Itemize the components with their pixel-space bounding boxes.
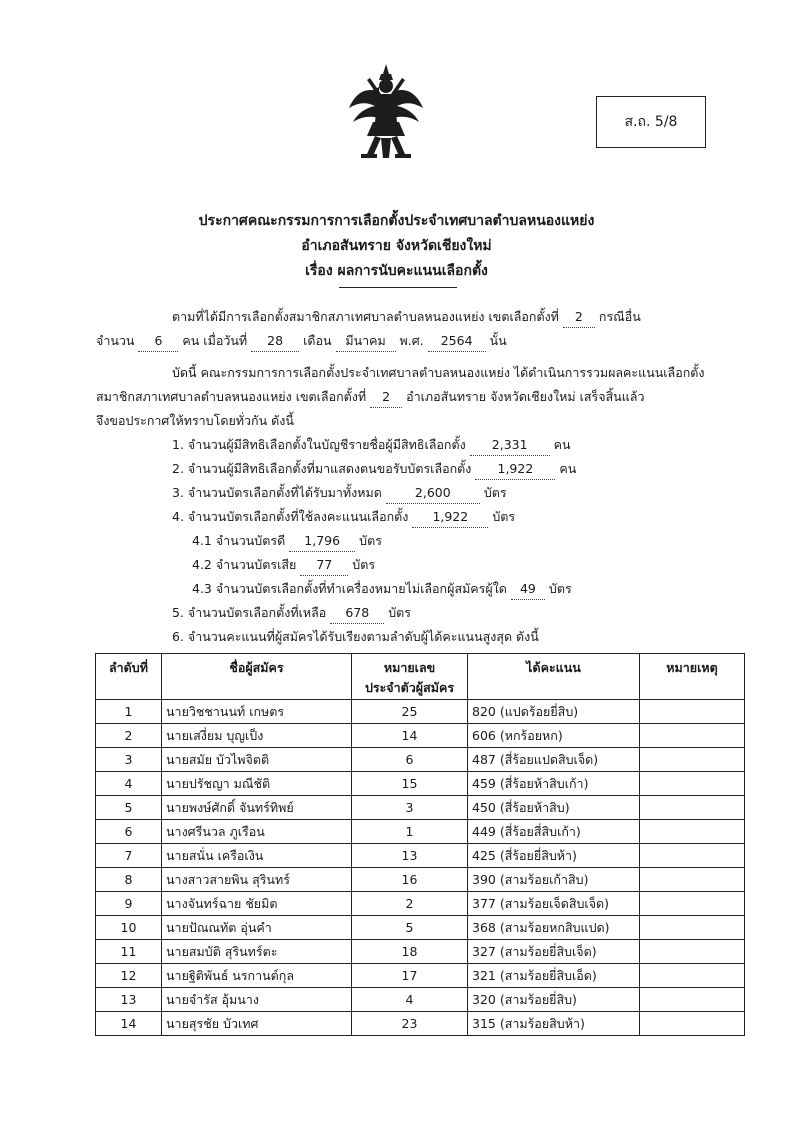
item-1-label: 1. จำนวนผู้มีสิทธิเลือกตั้งในบัญชีรายชื่อผู้มีสิทธิเลือกตั้ง bbox=[172, 437, 466, 452]
cell-votes: 606 (หกร้อยหก) bbox=[468, 724, 640, 748]
cell-remark bbox=[640, 820, 745, 844]
intro-case: กรณีอื่น bbox=[598, 309, 641, 324]
table-row bbox=[96, 964, 745, 988]
item-6: 6. จำนวนคะแนนที่ผู้สมัครได้รับเรียงตามลำดับผู้ได้คะแนนสูงสุด ดังนี้ bbox=[172, 629, 539, 644]
cell-rank: 5 bbox=[96, 796, 162, 820]
item-4-2-label: 4.2 จำนวนบัตรเสีย bbox=[192, 557, 297, 572]
cell-candidate-name: นายวิชชานนท์ เกษตร bbox=[162, 700, 352, 724]
cell-remark bbox=[640, 940, 745, 964]
cell-remark bbox=[640, 724, 745, 748]
election-month: มีนาคม bbox=[336, 331, 396, 352]
cell-votes: 320 (สามร้อยยี่สิบ) bbox=[468, 988, 640, 1012]
cell-remark bbox=[640, 892, 745, 916]
cell-candidate-name: นายปัณณทัต อุ่นคำ bbox=[162, 916, 352, 940]
cell-candidate-name: นายพงษ์ศักดิ์ จันทร์ทิพย์ bbox=[162, 796, 352, 820]
table-row bbox=[96, 916, 745, 940]
para2-line-2 bbox=[96, 387, 644, 408]
cell-rank: 2 bbox=[96, 724, 162, 748]
cell-rank: 11 bbox=[96, 940, 162, 964]
item-4-3-value: 49 bbox=[511, 579, 545, 600]
item-4-3-label: 4.3 จำนวนบัตรเลือกตั้งที่ทำเครื่องหมายไม่เลือกผู้สมัครผู้ใด bbox=[192, 581, 507, 596]
cell-remark bbox=[640, 964, 745, 988]
para2-text-b: อำเภอสันทราย จังหวัดเชียงใหม่ เสร็จสิ้นแล้ว bbox=[406, 389, 645, 404]
cell-candidate-name: นางจันทร์ฉาย ชัยมิต bbox=[162, 892, 352, 916]
item-4-unit: บัตร bbox=[492, 509, 516, 524]
item-1-value: 2,331 bbox=[470, 435, 550, 456]
cell-votes: 459 (สี่ร้อยห้าสิบเก้า) bbox=[468, 772, 640, 796]
cell-votes: 321 (สามร้อยยี่สิบเอ็ด) bbox=[468, 964, 640, 988]
cell-candidate-number: 16 bbox=[352, 868, 468, 892]
item-4 bbox=[172, 507, 515, 528]
item-4-2 bbox=[192, 555, 375, 576]
table-row bbox=[96, 844, 745, 868]
item-5-value: 678 bbox=[330, 603, 384, 624]
cell-rank: 3 bbox=[96, 748, 162, 772]
table-row bbox=[96, 892, 745, 916]
cell-candidate-number: 13 bbox=[352, 844, 468, 868]
table-row bbox=[96, 940, 745, 964]
cell-candidate-number: 17 bbox=[352, 964, 468, 988]
results-table bbox=[95, 653, 745, 1036]
cell-remark bbox=[640, 988, 745, 1012]
election-day: 28 bbox=[251, 331, 299, 352]
intro-text: ตามที่ได้มีการเลือกตั้งสมาชิกสภาเทศบาลตำบลหนองแหย่ง เขตเลือกตั้งที่ bbox=[172, 309, 559, 324]
table-row bbox=[96, 748, 745, 772]
item-4-1-label: 4.1 จำนวนบัตรดี bbox=[192, 533, 286, 548]
item-5-unit: บัตร bbox=[388, 605, 412, 620]
item-3-value: 2,600 bbox=[386, 483, 480, 504]
count-unit: คน เมื่อวันที่ bbox=[182, 333, 248, 348]
seat-count: 6 bbox=[138, 331, 178, 352]
cell-candidate-number: 1 bbox=[352, 820, 468, 844]
title-line-3: เรื่อง ผลการนับคะแนนเลือกตั้ง bbox=[305, 263, 488, 279]
table-row bbox=[96, 868, 745, 892]
district-number: 2 bbox=[563, 307, 595, 328]
count-label: จำนวน bbox=[96, 333, 135, 348]
item-5 bbox=[172, 603, 411, 624]
header-number-line-2: ประจำตัวผู้สมัคร bbox=[364, 680, 455, 695]
cell-rank: 9 bbox=[96, 892, 162, 916]
cell-remark bbox=[640, 772, 745, 796]
para2-district: 2 bbox=[370, 387, 402, 408]
cell-candidate-name: นายสมัย บัวไพจิตติ bbox=[162, 748, 352, 772]
title-divider bbox=[339, 287, 457, 288]
cell-votes: 450 (สี่ร้อยห้าสิบ) bbox=[468, 796, 640, 820]
cell-candidate-name: นายสมบัติ สุรินทร์ตะ bbox=[162, 940, 352, 964]
cell-candidate-number: 14 bbox=[352, 724, 468, 748]
table-row bbox=[96, 724, 745, 748]
cell-rank: 10 bbox=[96, 916, 162, 940]
table-row bbox=[96, 988, 745, 1012]
cell-votes: 425 (สี่ร้อยยี่สิบห้า) bbox=[468, 844, 640, 868]
cell-candidate-number: 18 bbox=[352, 940, 468, 964]
year-label: พ.ศ. bbox=[399, 333, 424, 348]
title-line-1: ประกาศคณะกรรมการการเลือกตั้งประจำเทศบาลตำบลหนองแหย่ง bbox=[198, 213, 595, 229]
table-row bbox=[96, 796, 745, 820]
cell-candidate-number: 23 bbox=[352, 1012, 468, 1036]
cell-candidate-number: 4 bbox=[352, 988, 468, 1012]
cell-votes: 487 (สี่ร้อยแปดสิบเจ็ด) bbox=[468, 748, 640, 772]
garuda-emblem-icon bbox=[345, 62, 427, 166]
item-3-unit: บัตร bbox=[483, 485, 507, 500]
item-1 bbox=[172, 435, 571, 456]
table-row bbox=[96, 820, 745, 844]
cell-rank: 14 bbox=[96, 1012, 162, 1036]
month-label: เดือน bbox=[303, 333, 332, 348]
cell-votes: 449 (สี่ร้อยสี่สิบเก้า) bbox=[468, 820, 640, 844]
cell-candidate-number: 25 bbox=[352, 700, 468, 724]
cell-rank: 13 bbox=[96, 988, 162, 1012]
item-4-1-unit: บัตร bbox=[359, 533, 382, 548]
cell-candidate-number: 15 bbox=[352, 772, 468, 796]
header-number-line-1: หมายเลข bbox=[383, 660, 436, 675]
cell-remark bbox=[640, 1012, 745, 1036]
cell-candidate-name: นายเสงี่ยม บุญเป็ง bbox=[162, 724, 352, 748]
cell-rank: 8 bbox=[96, 868, 162, 892]
header-rank: ลำดับที่ bbox=[96, 654, 162, 700]
cell-candidate-number: 5 bbox=[352, 916, 468, 940]
item-4-1 bbox=[192, 531, 382, 552]
item-4-3-unit: บัตร bbox=[548, 581, 572, 596]
announcement-title bbox=[0, 209, 793, 284]
item-2-value: 1,922 bbox=[475, 459, 555, 480]
cell-remark bbox=[640, 796, 745, 820]
cell-candidate-name: นายปรัชญา มณีชัติ bbox=[162, 772, 352, 796]
cell-remark bbox=[640, 748, 745, 772]
table-row bbox=[96, 700, 745, 724]
results-table-header bbox=[96, 654, 745, 700]
cell-candidate-name: นายสนั่น เครือเงิน bbox=[162, 844, 352, 868]
cell-remark bbox=[640, 916, 745, 940]
header-votes: ได้คะแนน bbox=[468, 654, 640, 700]
cell-candidate-name: นางสาวสายพิน สุรินทร์ bbox=[162, 868, 352, 892]
item-3 bbox=[172, 483, 507, 504]
item-4-label: 4. จำนวนบัตรเลือกตั้งที่ใช้ลงคะแนนเลือกตั้ง bbox=[172, 509, 409, 524]
intro-end: นั้น bbox=[489, 333, 507, 348]
cell-votes: 390 (สามร้อยเก้าสิบ) bbox=[468, 868, 640, 892]
intro-line-1 bbox=[172, 307, 641, 328]
election-year: 2564 bbox=[428, 331, 486, 352]
item-4-1-value: 1,796 bbox=[289, 531, 355, 552]
cell-votes: 327 (สามร้อยยี่สิบเจ็ด) bbox=[468, 940, 640, 964]
header-remark: หมายเหตุ bbox=[640, 654, 745, 700]
cell-rank: 7 bbox=[96, 844, 162, 868]
item-4-value: 1,922 bbox=[412, 507, 488, 528]
cell-rank: 12 bbox=[96, 964, 162, 988]
cell-candidate-name: นางศรีนวล ภูเรือน bbox=[162, 820, 352, 844]
cell-candidate-name: นายจำรัส อุ้มนาง bbox=[162, 988, 352, 1012]
cell-votes: 377 (สามร้อยเจ็ดสิบเจ็ด) bbox=[468, 892, 640, 916]
cell-remark bbox=[640, 868, 745, 892]
item-4-2-value: 77 bbox=[300, 555, 348, 576]
cell-rank: 4 bbox=[96, 772, 162, 796]
item-4-3 bbox=[192, 579, 572, 600]
cell-candidate-number: 6 bbox=[352, 748, 468, 772]
item-2-label: 2. จำนวนผู้มีสิทธิเลือกตั้งที่มาแสดงตนขอรับบัตรเลือกตั้ง bbox=[172, 461, 472, 476]
cell-candidate-name: นายฐิติพันธ์ นรกานต์กุล bbox=[162, 964, 352, 988]
cell-votes: 315 (สามร้อยสิบห้า) bbox=[468, 1012, 640, 1036]
item-2-unit: คน bbox=[559, 461, 577, 476]
form-code-box: ส.ถ. 5/8 bbox=[596, 96, 706, 148]
cell-rank: 6 bbox=[96, 820, 162, 844]
cell-candidate-number: 3 bbox=[352, 796, 468, 820]
para2-text-a: สมาชิกสภาเทศบาลตำบลหนองแหย่ง เขตเลือกตั้งที่ bbox=[96, 389, 367, 404]
cell-remark bbox=[640, 700, 745, 724]
cell-remark bbox=[640, 844, 745, 868]
cell-votes: 820 (แปดร้อยยี่สิบ) bbox=[468, 700, 640, 724]
cell-candidate-name: นายสุรชัย บัวเทศ bbox=[162, 1012, 352, 1036]
item-4-2-unit: บัตร bbox=[352, 557, 376, 572]
item-1-unit: คน bbox=[553, 437, 571, 452]
title-line-2: อำเภอสันทราย จังหวัดเชียงใหม่ bbox=[301, 238, 492, 254]
item-3-label: 3. จำนวนบัตรเลือกตั้งที่ได้รับมาทั้งหมด bbox=[172, 485, 382, 500]
header-number bbox=[352, 654, 468, 700]
para2-line-3: จึงขอประกาศให้ทราบโดยทั่วกัน ดังนี้ bbox=[96, 413, 294, 428]
header-name: ชื่อผู้สมัคร bbox=[162, 654, 352, 700]
cell-rank: 1 bbox=[96, 700, 162, 724]
item-2 bbox=[172, 459, 576, 480]
intro-line-2 bbox=[96, 331, 507, 352]
item-5-label: 5. จำนวนบัตรเลือกตั้งที่เหลือ bbox=[172, 605, 327, 620]
results-table-body bbox=[96, 700, 745, 1036]
table-row bbox=[96, 772, 745, 796]
table-row bbox=[96, 1012, 745, 1036]
para2-line-1: บัดนี้ คณะกรรมการการเลือกตั้งประจำเทศบาลตำบลหนองแหย่ง ได้ดำเนินการรวมผลคะแนนเลือกตั้ง bbox=[172, 365, 705, 380]
cell-votes: 368 (สามร้อยหกสิบแปด) bbox=[468, 916, 640, 940]
cell-candidate-number: 2 bbox=[352, 892, 468, 916]
